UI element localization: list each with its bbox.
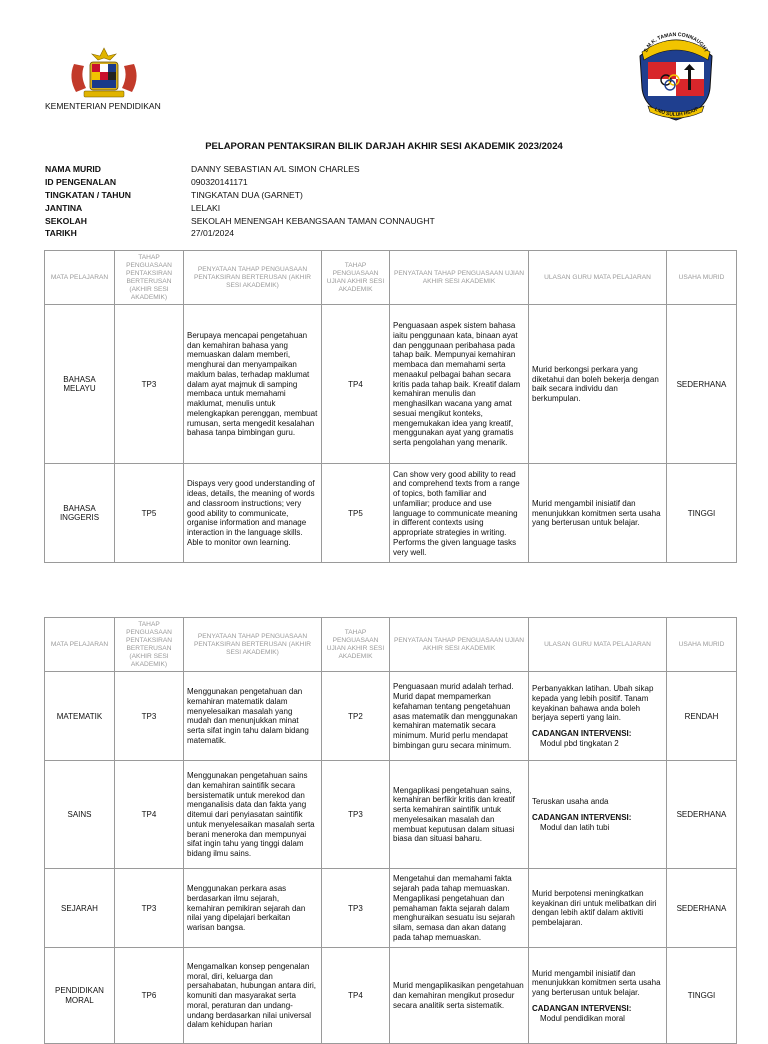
table-header-row	[45, 251, 737, 305]
teacher-comment: Murid mengambil inisiatif dan menunjukkan komitmen serta usaha yang berterusan untuk belajar.	[532, 968, 661, 998]
column-header: USAHA MURID	[667, 618, 737, 672]
pb-statement-cell: Dispays very good understanding of ideas, details, the meaning of words and classroom instructions; very good ability to communicate, organise information and manage interaction in the language skills. Able to monitor own learning.	[184, 464, 322, 563]
intervention-label: CADANGAN INTERVENSI:	[532, 1003, 632, 1013]
assessment-table-1	[44, 250, 737, 563]
intervention-text: Modul pbd tingkatan 2	[540, 738, 619, 748]
exam-statement-cell: Can show very good ability to read and comprehend texts from a range of topics, both familiar and unfamiliar; produce and use language to communicate meaning in different contexts using appropriate strategies in writing. Performs the given language tasks very well.	[390, 464, 529, 563]
pb-statement-cell: Mengamalkan konsep pengenalan moral, diri, keluarga dan persahabatan, hubungan antara diri, komuniti dan masyarakat serta moral, peraturan dan undang-undang berdasarkan nilai universal dalam kehidupan harian	[184, 948, 322, 1044]
table-row	[45, 305, 737, 464]
column-header: TAHAP PENGUASAAN PENTAKSIRAN BERTERUSAN (AKHIR SESI AKADEMIK)	[115, 618, 184, 672]
tp-pb-cell: TP3	[115, 672, 184, 761]
tp-exam-cell: TP4	[322, 948, 390, 1044]
column-header: PENYATAAN TAHAP PENGUASAAN UJIAN AKHIR SESI AKADEMIK	[390, 251, 529, 305]
table-row	[45, 761, 737, 869]
column-header: TAHAP PENGUASAAN PENTAKSIRAN BERTERUSAN (AKHIR SESI AKADEMIK)	[115, 251, 184, 305]
exam-statement-cell: Penguasaan murid adalah terhad. Murid dapat mempamerkan kefahaman tentang pengetahuan asas matematik dan menggunakan kemahiran matematik secara minimum. Murid perlu mendapat bimbingan guru secara minimum.	[390, 672, 529, 761]
info-value: DANNY SEBASTIAN A/L SIMON CHARLES	[191, 164, 360, 175]
info-label: JANTINA	[45, 202, 83, 213]
teacher-comment-cell: Murid berpotensi meningkatkan keyakinan diri untuk melibatkan diri dengan lebih aktif dalam aktiviti pembelajaran.	[529, 869, 667, 948]
table-row	[45, 672, 737, 761]
info-value: TINGKATAN DUA (GARNET)	[191, 189, 303, 200]
table-row	[45, 948, 737, 1044]
table-row	[45, 869, 737, 948]
tp-exam-cell: TP4	[322, 305, 390, 464]
info-label: ID PENGENALAN	[45, 177, 117, 188]
info-row-name	[45, 163, 435, 176]
tp-pb-cell: TP4	[115, 761, 184, 869]
teacher-comment: Teruskan usaha anda	[532, 797, 609, 807]
info-row-school	[45, 214, 435, 227]
subject-cell: BAHASA INGGERIS	[45, 464, 115, 563]
tp-pb-cell: TP3	[115, 305, 184, 464]
tp-exam-cell: TP3	[322, 869, 390, 948]
info-row-form	[45, 189, 435, 202]
tp-pb-cell: TP5	[115, 464, 184, 563]
effort-cell: RENDAH	[667, 672, 737, 761]
ministry-crest-logo	[64, 44, 144, 100]
pb-statement-cell: Menggunakan pengetahuan dan kemahiran matematik dalam menyelesaikan masalah yang mudah dan menunjukkan minat serta sifat ingin tahu dalam bidang matematik.	[184, 672, 322, 761]
pb-statement-cell: Berupaya mencapai pengetahuan dan kemahiran bahasa yang memuaskan dalam memberi, menghurai dan menyampaikan maklum balas, terhadap maklumat dalam ayat majmuk di samping membaca untuk memahami maklumat, menulis untuk melengkapkan perenggan, membuat rumusan, serta mengedit kesalahan bahasa tanpa bimbingan guru.	[184, 305, 322, 464]
info-label: SEKOLAH	[45, 215, 88, 226]
info-value: 27/01/2024	[191, 228, 235, 239]
table-row	[45, 464, 737, 563]
tp-pb-cell: TP3	[115, 869, 184, 948]
ministry-name: KEMENTERIAN PENDIDIKAN	[45, 101, 161, 111]
school-emblem-name: S.M.K. TAMAN CONNAUGHT	[643, 31, 709, 54]
school-emblem-motto: LMU SULUH HIDUP	[653, 106, 700, 119]
intervention-label: CADANGAN INTERVENSI:	[532, 813, 632, 823]
subject-cell: MATEMATIK	[45, 672, 115, 761]
column-header: MATA PELAJARAN	[45, 618, 115, 672]
student-info	[45, 163, 435, 240]
effort-cell: TINGGI	[667, 948, 737, 1044]
intervention-text: Modul pendidikan moral	[540, 1013, 625, 1023]
column-header: PENYATAAN TAHAP PENGUASAAN PENTAKSIRAN BERTERUSAN (AKHIR SESI AKADEMIK)	[184, 618, 322, 672]
info-label: TARIKH	[45, 228, 77, 239]
teacher-comment-cell	[529, 672, 667, 761]
pb-statement-cell: Menggunakan perkara asas berdasarkan ilmu sejarah, kemahiran pemikiran sejarah dan nilai yang dipelajari berkaitan warisan bangsa.	[184, 869, 322, 948]
subject-cell: BAHASA MELAYU	[45, 305, 115, 464]
info-value: LELAKI	[191, 202, 221, 213]
effort-cell: SEDERHANA	[667, 761, 737, 869]
effort-cell: SEDERHANA	[667, 869, 737, 948]
school-emblem-logo	[636, 30, 716, 124]
column-header: ULASAN GURU MATA PELAJARAN	[529, 618, 667, 672]
info-label: NAMA MURID	[45, 164, 102, 175]
info-label: TINGKATAN / TAHUN	[45, 189, 131, 200]
tp-exam-cell: TP3	[322, 761, 390, 869]
info-row-id	[45, 176, 435, 189]
teacher-comment-cell: Murid berkongsi perkara yang diketahui dan boleh bekerja dengan baik secara individu dan berkumpulan.	[529, 305, 667, 464]
column-header: ULASAN GURU MATA PELAJARAN	[529, 251, 667, 305]
assessment-table-2	[44, 617, 737, 1044]
intervention-label: CADANGAN INTERVENSI:	[532, 729, 632, 739]
pb-statement-cell: Menggunakan pengetahuan sains dan kemahiran saintifik secara bersistematik untuk merekod dan menganalisis data dan fakta yang ditemui dari penyiasatan saintifik untuk menyelesaikan masalah serta berani meneroka dan mempunyai sifat ingin tahu yang tinggi dalam bidang ilmu sains.	[184, 761, 322, 869]
column-header: USAHA MURID	[667, 251, 737, 305]
table-header-row	[45, 618, 737, 672]
teacher-comment-cell	[529, 948, 667, 1044]
teacher-comment: Perbanyakkan latihan. Ubah sikap kepada yang lebih positif. Tanam keyakinan bahawa anda boleh berjaya seperti yang lain.	[532, 684, 654, 723]
exam-statement-cell: Penguasaan aspek sistem bahasa iaitu penggunaan kata, binaan ayat dan penggunaan peribahasa pada tahap baik. Mempunyai kemahiran membaca dan memahami serta menaakul pelbagai bahan secara kritis pada tahap baik. Kreatif dalam kemahiran menulis dan menghasilkan wacana yang amat sesuai mengikut konteks, mengemukakan idea yang kreatif, menggunakan ayat yang gramatis serta pengolahan yang menarik.	[390, 305, 529, 464]
effort-cell: TINGGI	[667, 464, 737, 563]
exam-statement-cell: Murid mengaplikasikan pengetahuan dan kemahiran mengikut prosedur secara analitik serta sistematik.	[390, 948, 529, 1044]
info-value: SEKOLAH MENENGAH KEBANGSAAN TAMAN CONNAUGHT	[191, 215, 435, 226]
teacher-comment-cell	[529, 761, 667, 869]
subject-cell: PENDIDIKAN MORAL	[45, 948, 115, 1044]
report-title: PELAPORAN PENTAKSIRAN BILIK DARJAH AKHIR SESI AKADEMIK 2023/2024	[205, 141, 563, 152]
column-header: MATA PELAJARAN	[45, 251, 115, 305]
info-row-gender	[45, 201, 435, 214]
subject-cell: SAINS	[45, 761, 115, 869]
tp-pb-cell: TP6	[115, 948, 184, 1044]
column-header: TAHAP PENGUASAAN UJIAN AKHIR SESI AKADEMIK	[322, 618, 390, 672]
column-header: TAHAP PENGUASAAN UJIAN AKHIR SESI AKADEMIK	[322, 251, 390, 305]
subject-cell: SEJARAH	[45, 869, 115, 948]
teacher-comment-cell: Murid mengambil inisiatif dan menunjukkan komitmen serta usaha yang berterusan untuk belajar.	[529, 464, 667, 563]
info-row-date	[45, 227, 435, 240]
effort-cell: SEDERHANA	[667, 305, 737, 464]
intervention-text: Modul dan latih tubi	[540, 822, 610, 832]
tp-exam-cell: TP5	[322, 464, 390, 563]
tp-exam-cell: TP2	[322, 672, 390, 761]
column-header: PENYATAAN TAHAP PENGUASAAN UJIAN AKHIR SESI AKADEMIK	[390, 618, 529, 672]
column-header: PENYATAAN TAHAP PENGUASAAN PENTAKSIRAN BERTERUSAN (AKHIR SESI AKADEMIK)	[184, 251, 322, 305]
exam-statement-cell: Mengetahui dan memahami fakta sejarah pada tahap memuaskan. Mengaplikasi pengetahuan dan pemahaman fakta sejarah dalam menghuraikan sesuatu isu sejarah silam, semasa dan akan datang pada tahap memuaskan.	[390, 869, 529, 948]
info-value: 090320141171	[191, 177, 248, 188]
exam-statement-cell: Mengaplikasi pengetahuan sains, kemahiran berfikir kritis dan kreatif serta kemahiran saintifik untuk menyelesaikan masalah dan membuat keputusan dalam situasi biasa dan situasi baharu.	[390, 761, 529, 869]
